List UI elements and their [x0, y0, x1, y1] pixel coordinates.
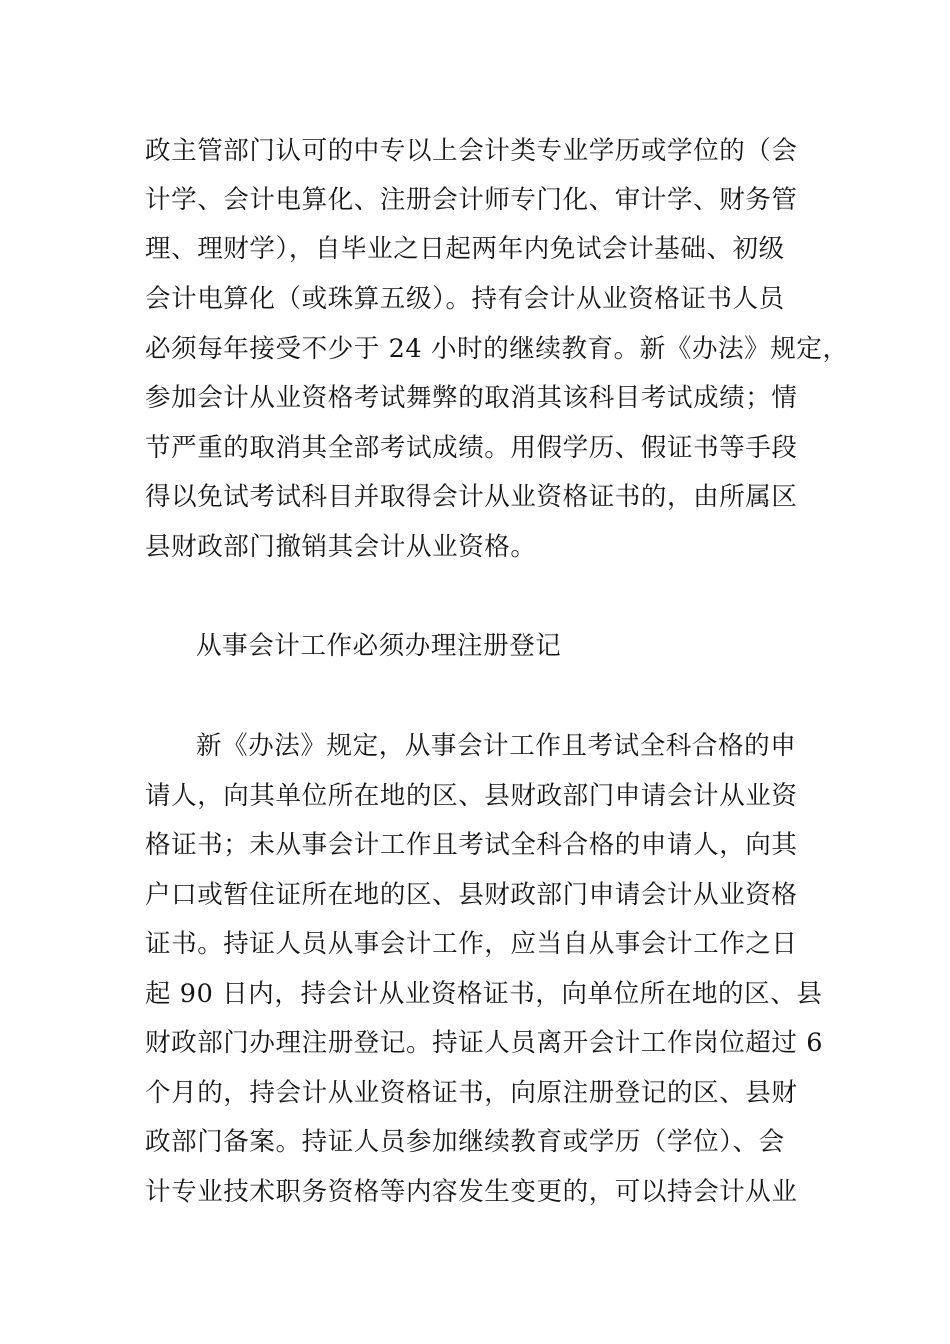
- paragraph-1-line-8: 得以免试考试科目并取得会计从业资格证书的，由所属区: [145, 482, 798, 512]
- paragraph-2-line-4: 户口或暂住证所在地的区、县财政部门申请会计从业资格: [145, 880, 798, 910]
- paragraph-2-line-10: 计专业技术职务资格等内容发生变更的，可以持会计从业: [145, 1177, 798, 1207]
- section-heading: 从事会计工作必须办理注册登记: [196, 631, 562, 661]
- paragraph-2-line-2: 请人，向其单位所在地的区、县财政部门申请会计从业资: [145, 781, 798, 811]
- paragraph-2-line-5: 证书。持证人员从事会计工作，应当自从事会计工作之日: [145, 929, 798, 959]
- paragraph-1-line-5: 必须每年接受不少于 24 小时的继续教育。新《办法》规定，: [145, 334, 849, 364]
- paragraph-2-line-6: 起 90 日内，持会计从业资格证书，向单位所在地的区、县: [145, 979, 823, 1009]
- paragraph-2-line-1: 新《办法》规定，从事会计工作且考试全科合格的申: [196, 731, 797, 761]
- paragraph-1-line-9: 县财政部门撤销其会计从业资格。: [145, 532, 537, 562]
- paragraph-2-line-3: 格证书；未从事会计工作且考试全科合格的申请人，向其: [145, 830, 798, 860]
- paragraph-2-line-8: 个月的，持会计从业资格证书，向原注册登记的区、县财: [145, 1078, 798, 1108]
- paragraph-1-line-6: 参加会计从业资格考试舞弊的取消其该科目考试成绩；情: [145, 383, 798, 413]
- paragraph-1-line-3: 理、理财学），自毕业之日起两年内免试会计基础、初级: [145, 234, 785, 264]
- paragraph-1-line-7: 节严重的取消其全部考试成绩。用假学历、假证书等手段: [145, 433, 798, 463]
- paragraph-1-line-2: 计学、会计电算化、注册会计师专门化、审计学、财务管: [145, 185, 798, 215]
- paragraph-2-line-9: 政部门备案。持证人员参加继续教育或学历（学位）、会: [145, 1127, 785, 1157]
- paragraph-1-line-1: 政主管部门认可的中专以上会计类专业学历或学位的（会: [145, 136, 798, 166]
- paragraph-2-line-7: 财政部门办理注册登记。持证人员离开会计工作岗位超过 6: [145, 1028, 824, 1058]
- paragraph-1-line-4: 会计电算化（或珠算五级）。持有会计从业资格证书人员: [145, 284, 785, 314]
